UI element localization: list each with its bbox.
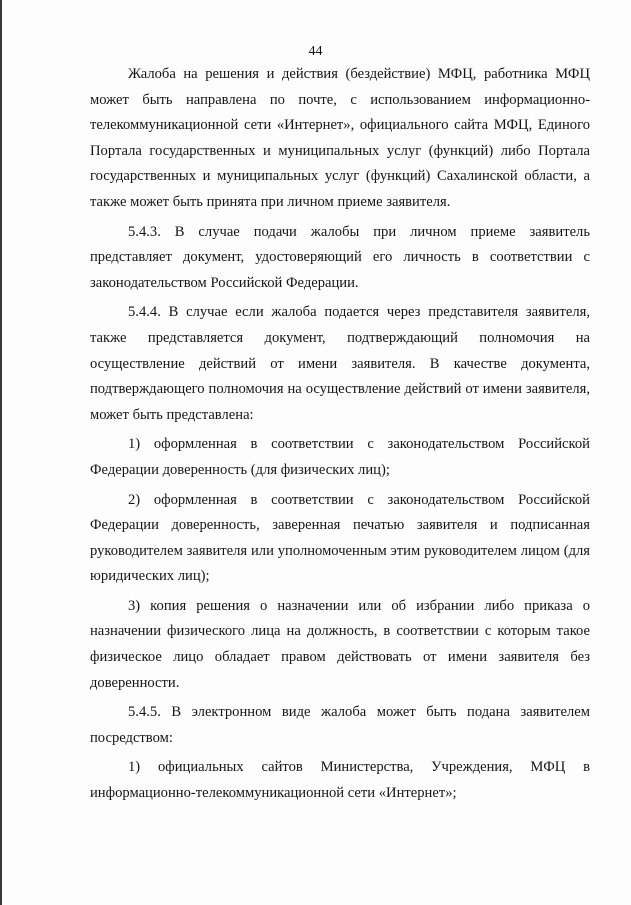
list-item-2-power-of-attorney-legal-entities: 2) оформленная в соответствии с законодательством Российской Федерации доверенность, заверенная печатью заявителя и подписанная руководителем заявителя или уполномоченным этим руководителем лицом (для юридических лиц);: [90, 491, 590, 585]
paragraph-5-4-5: 5.4.5. В электронном виде жалоба может быть подана заявителем посредством:: [90, 704, 590, 746]
list-item-3-appointment-decision-copy: 3) копия решения о назначении или об избрании либо приказа о назначении физического лица на должность, в соответствии с которым такое физическое лицо обладает правом действовать от имени заявителя без доверенности.: [90, 597, 590, 691]
paragraph-5-4-4: 5.4.4. В случае если жалоба подается через представителя заявителя, также представляется документ, подтверждающий полномочия на осуществление действий от имени заявителя. В качестве документа, подтверждающего полномочия на осуществление действий от имени заявителя, может быть представлена:: [90, 304, 590, 423]
list-item-1-power-of-attorney-individuals: 1) оформленная в соответствии с законодательством Российской Федерации доверенность (для физических лиц);: [90, 436, 590, 478]
list-item-1-official-websites: 1) официальных сайтов Министерства, Учреждения, МФЦ в информационно-телекоммуникационной сети «Интернет»;: [90, 759, 590, 802]
paragraph-5-4-3: 5.4.3. В случае подачи жалобы при личном приеме заявитель представляет документ, удостоверяющий его личность в соответствии с законодательством Российской Федерации.: [90, 223, 590, 291]
document-body: [90, 62, 590, 807]
scan-edge-shadow: [0, 0, 2, 905]
page-number: 44: [308, 44, 323, 59]
paragraph-complaint-mfc: Жалоба на решения и действия (бездействие) МФЦ, работника МФЦ может быть направлена по почте, с использованием информационно-телекоммуникационной сети «Интернет», официального сайта МФЦ, Единого Портала государственных и муниципальных услуг (функций) либо Портала государственных и муниципальных услуг (функций) Сахалинской области, а также может быть принята при личном приеме заявителя.: [90, 66, 590, 210]
